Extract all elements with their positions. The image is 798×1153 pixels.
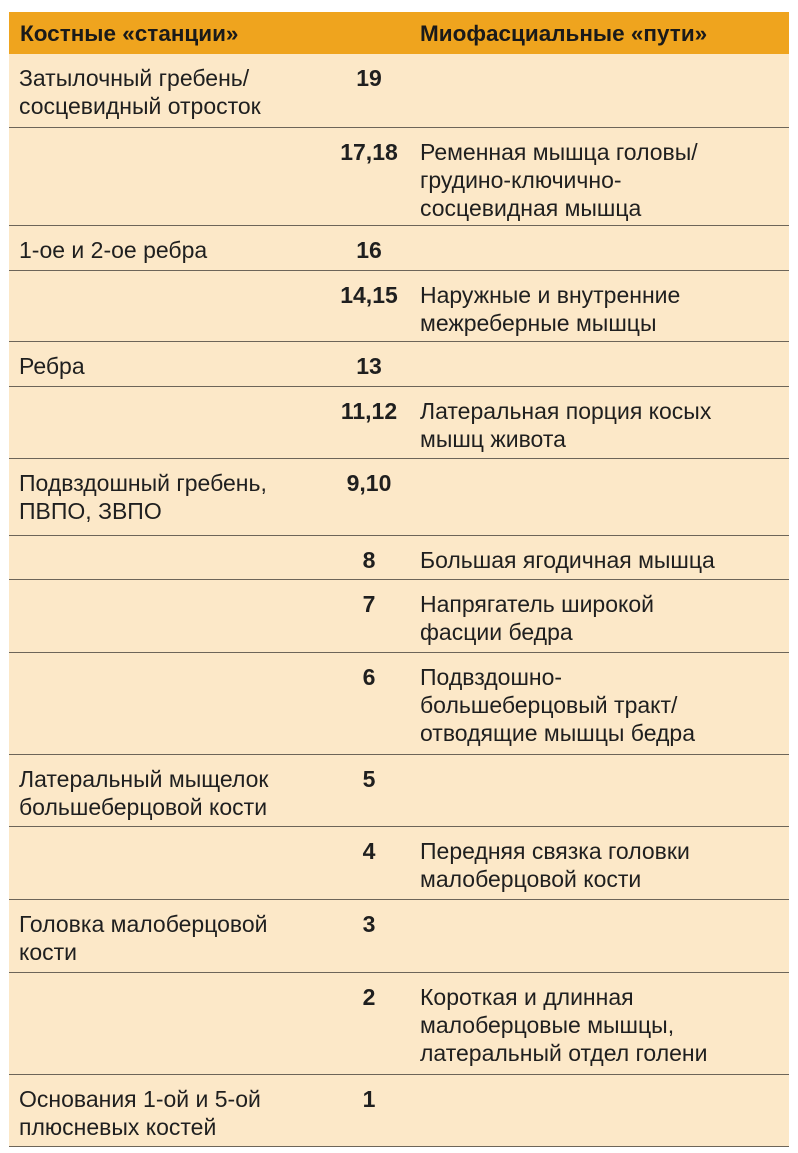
myofascial-track-text: Напрягатель широкой [420,591,654,617]
station-number: 14,15 [340,282,398,308]
bony-station-text: сосцевидный отросток [19,93,261,119]
myofascial-track-text: Подвздошно- [420,664,563,690]
bony-station-cell [19,1085,319,1141]
table-row [9,271,789,342]
myofascial-track-text: Передняя связка головки [420,838,690,864]
bony-station-text: Латеральный мыщелок [19,766,269,792]
myofascial-track-text: фасции бедра [420,619,573,645]
station-number: 9,10 [346,470,392,496]
station-number: 3 [362,911,376,937]
station-number: 13 [356,353,382,379]
bony-station-text: Затылочный гребень/ [19,65,250,91]
myofascial-track-cell [420,281,785,337]
myofascial-track-cell [420,837,785,893]
table-row [9,900,789,973]
header-bony-stations: Костные «станции» [20,21,239,46]
table-row [9,226,789,271]
station-number: 1 [362,1086,376,1112]
table-row [9,342,789,387]
myofascial-track-cell [420,590,785,646]
header-myofascial-tracks: Миофасциальные «пути» [420,21,708,46]
bony-station-cell [19,64,319,120]
myofascial-track-text: Наружные и внутренние [420,282,681,308]
table-body [9,54,789,1147]
table-row [9,54,789,128]
myofascial-track-text: Ременная мышца головы/ [420,139,698,165]
myofascial-track-text: Большая ягодичная мышца [420,547,715,573]
myofascial-track-text: Латеральная порция косых [420,398,712,424]
bony-station-text: Подвздошный гребень, [19,470,267,496]
bony-station-cell [19,469,319,525]
myofascial-track-cell [420,397,785,453]
myofascial-track-text: мышц живота [420,426,566,452]
bony-station-text: плюсневых костей [19,1114,217,1140]
table-row [9,536,789,580]
station-number: 4 [362,838,376,864]
table-row [9,755,789,827]
myofascial-track-cell [420,546,785,574]
table-row [9,653,789,755]
bony-station-cell [19,352,319,380]
table-row [9,459,789,536]
station-number: 11,12 [340,398,398,424]
station-number: 16 [356,237,382,263]
myofascial-track-text: большеберцовый тракт/ [420,692,678,718]
bony-station-cell [19,910,319,966]
bony-station-cell [19,236,319,264]
myofascial-track-cell [420,983,785,1067]
bony-station-text: 1-ое и 2-ое ребра [19,237,208,263]
myofascial-track-text: отводящие мышцы бедра [420,720,695,746]
bony-station-text: большеберцовой кости [19,794,268,820]
station-number: 7 [362,591,376,617]
myofascial-track-text: малоберцовые мышцы, [420,1012,675,1038]
table-row [9,827,789,900]
station-number: 17,18 [340,139,398,165]
myofascial-track-text: Короткая и длинная [420,984,634,1010]
table-row [9,580,789,653]
table-row [9,973,789,1075]
bony-station-text: Ребра [19,353,85,379]
myofascial-track-text: малоберцовой кости [420,866,642,892]
myofascial-track-cell [420,663,785,747]
table-row [9,387,789,459]
station-number: 8 [362,547,376,573]
myofascial-table [9,12,789,1147]
bony-station-cell [19,765,319,821]
myofascial-track-text: сосцевидная мышца [420,195,642,221]
myofascial-track-text: грудино-ключично- [420,167,622,193]
table-header [9,12,789,54]
bony-station-text: ПВПО, ЗВПО [19,498,162,524]
table-row [9,128,789,226]
station-number: 19 [356,65,382,91]
bony-station-text: кости [19,939,77,965]
table-row [9,1075,789,1147]
station-number: 6 [362,664,376,690]
myofascial-track-text: латеральный отдел голени [420,1040,708,1066]
bony-station-text: Основания 1-ой и 5-ой [19,1086,261,1112]
station-number: 5 [362,766,376,792]
bony-station-text: Головка малоберцовой [19,911,268,937]
myofascial-track-cell [420,138,785,222]
myofascial-track-text: межреберные мышцы [420,310,657,336]
station-number: 2 [362,984,376,1010]
